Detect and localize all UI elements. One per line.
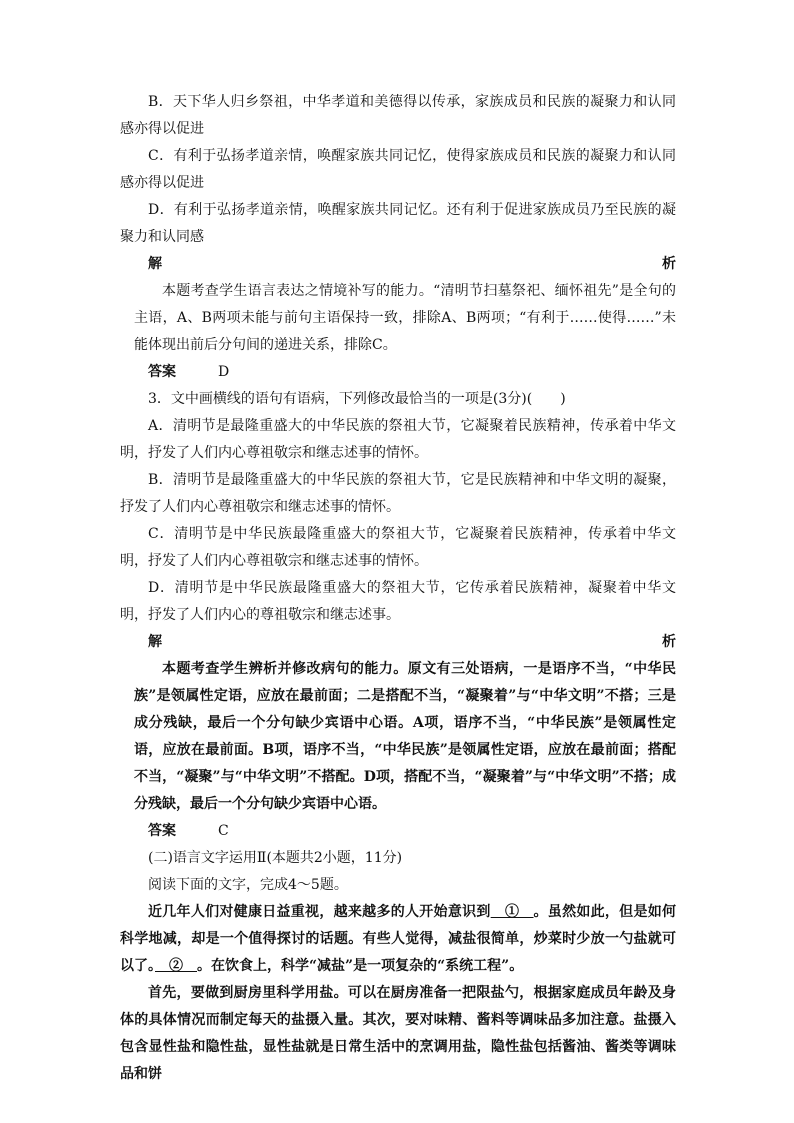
q3-answer-value: C	[218, 823, 229, 839]
q3-analysis	[120, 629, 676, 818]
q2-option-b: B．天下华人归乡祭祖，中华孝道和美德得以传承，家族成员和民族的凝聚力和认同感亦得以促进	[120, 94, 676, 137]
passage-p1-part-b: 。虽然如此，但是如何科学地减，却是一个值得探讨的话题。有些人觉得，减盐很简单，炒菜时少放一勺盐就可以了。	[120, 904, 677, 974]
passage-paragraph-2: 首先，要做到厨房里科学用盐。可以在厨房准备一把限盐勺，根据家庭成员年龄及身体的具体情况而制定每天的盐摄入量。其次，要对味精、酱料等调味品多加注意。盐摄入包含显性盐和隐性盐，显性盐就是日常生活中的烹调用盐，隐性盐包括酱油、酱类等调味品和饼	[120, 985, 676, 1082]
analysis-label: 解析	[148, 256, 676, 272]
q2-option-d: D．有利于弘扬孝道亲情，唤醒家族共同记忆。还有利于促进家族成员乃至民族的凝聚力和认同感	[120, 202, 676, 245]
passage-p1-part-a: 近几年人们对健康日益重视，越来越多的人开始意识到	[148, 904, 491, 920]
passage-paragraph-1	[120, 899, 676, 980]
section-heading: (二)语言文字运用Ⅱ(本题共2小题，11分)	[148, 850, 403, 866]
section-instruction: 阅读下面的文字，完成4～5题。	[148, 877, 348, 893]
q2-analysis	[120, 251, 676, 359]
page-content	[120, 89, 676, 1088]
q3-option-a: A．清明节是最隆重盛大的中华民族的祭祖大节，它凝聚着民族精神，传承着中华文明，抒发了人们内心尊祖敬宗和继志述事的情怀。	[120, 418, 676, 461]
q2-option-c: C．有利于弘扬孝道亲情，唤醒家族共同记忆，使得家族成员和民族的凝聚力和认同感亦得以促进	[120, 148, 676, 191]
q2-analysis-text: 本题考查学生语言表达之情境补写的能力。“清明节扫墓祭祀、缅怀祖先”是全句的主语，A、B两项未能与前句主语保持一致，排除A、B两项；“有利于……使得……”未能体现出前后分句间的递进关系，排除C。	[134, 283, 676, 353]
answer-label: 答案	[148, 364, 176, 380]
q3-answer	[120, 818, 676, 845]
answer-label: 答案	[148, 823, 176, 839]
q3-stem: 3．文中画横线的语句有语病，下列修改最恰当的一项是(3分)( )	[148, 391, 566, 407]
analysis-label: 解析	[148, 634, 676, 650]
blank-1: ①	[490, 904, 534, 920]
blank-2: ②	[155, 958, 197, 974]
q2-answer	[120, 359, 676, 386]
q3-option-d: D．清明节是中华民族最隆重盛大的祭祖大节，它传承着民族精神，凝聚着中华文明，抒发了人们内心的尊祖敬宗和继志述事。	[120, 580, 676, 623]
q3-analysis-text: 本题考查学生辨析并修改病句的能力。原文有三处语病，一是语序不当，“中华民族”是领属性定语，应放在最前面；二是搭配不当，“凝聚着”与“中华文明”不搭；三是成分残缺，最后一个分句缺少宾语中心语。A项，语序不当，“中华民族”是领属性定语，应放在最前面。B项，语序不当，“中华民族”是领属性定语，应放在最前面；搭配不当，“凝聚”与“中华文明”不搭配。D项，搭配不当，“凝聚着”与“中华文明”不搭；成分残缺，最后一个分句缺少宾语中心语。	[134, 661, 676, 812]
q3-option-b: B．清明节是最隆重盛大的中华民族的祭祖大节，它是民族精神和中华文明的凝聚，抒发了人们内心尊祖敬宗和继志述事的情怀。	[120, 472, 676, 515]
passage-p1-part-c: 。在饮食上，科学“减盐”是一项复杂的“系统工程”。	[197, 958, 524, 974]
q3-option-c: C．清明节是中华民族最隆重盛大的祭祖大节，它凝聚着民族精神，传承着中华文明，抒发了人们内心尊祖敬宗和继志述事的情怀。	[120, 526, 676, 569]
q2-answer-value: D	[218, 364, 230, 380]
